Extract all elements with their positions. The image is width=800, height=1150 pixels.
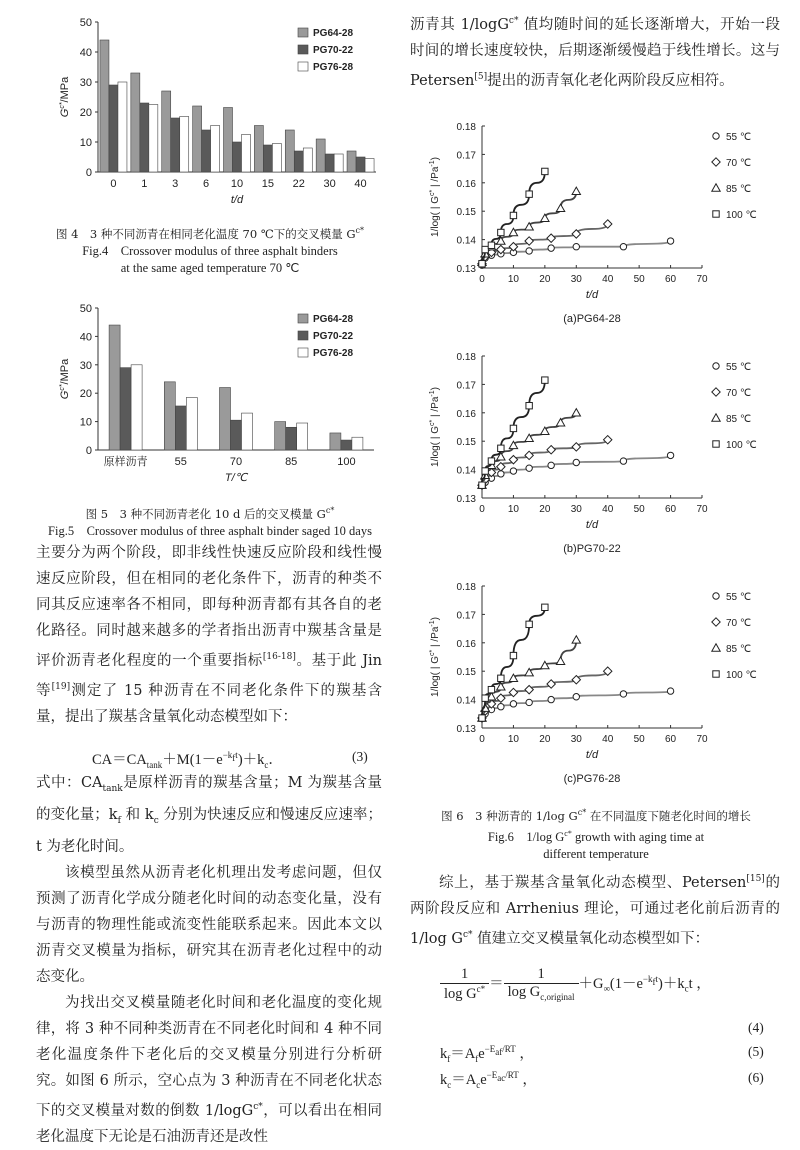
- x-tick-label: 3: [172, 178, 179, 190]
- marker-circle: [573, 244, 579, 250]
- y-tick-label: 0.15: [456, 207, 476, 219]
- y-tick-label: 10: [79, 137, 92, 149]
- y-tick-label: 0.14: [456, 695, 476, 707]
- bar-pg76-28: [242, 413, 253, 450]
- marker-diamond: [712, 618, 720, 626]
- legend-label: 100 ℃: [726, 210, 757, 221]
- bar-pg76-28: [211, 126, 220, 173]
- marker-square: [526, 403, 532, 409]
- marker-triangle: [712, 644, 720, 651]
- legend-label: 100 ℃: [726, 670, 757, 681]
- marker-square: [498, 675, 504, 681]
- marker-square: [526, 621, 532, 627]
- marker-circle: [573, 694, 579, 700]
- x-tick-label: 85: [285, 456, 298, 468]
- y-tick-label: 0.13: [456, 264, 476, 275]
- bar-pg70-22: [325, 154, 334, 172]
- y-tick-label: 40: [79, 47, 92, 59]
- y-axis-label: 1/log( | $G^{c*}$ | $/Pa^{-1}$): [429, 387, 441, 467]
- marker-square: [498, 445, 504, 451]
- y-tick-label: 0.15: [456, 437, 476, 449]
- bar-pg76-28: [365, 159, 374, 173]
- x-tick-label: 10: [507, 734, 519, 745]
- marker-circle: [620, 458, 626, 464]
- figure-6-caption-en-2: different temperature: [543, 846, 649, 861]
- marker-diamond: [547, 234, 555, 242]
- legend-label: PG64-28: [313, 314, 354, 325]
- marker-square: [482, 695, 488, 701]
- bar-pg76-28: [242, 135, 251, 173]
- paragraph-right-1: 综上，基于羰基含量氧化动态模型、Petersen[15]的两阶段反应和 Arrhenius 理论，可通过老化前后沥青的 1/log $G^{c*}$ 值建立交叉模量氧化动态模型如下：: [410, 874, 780, 947]
- x-tick-label: 6: [203, 178, 210, 190]
- equation-4-number: (4): [748, 1020, 764, 1035]
- x-tick-label: 10: [230, 178, 244, 190]
- fit-line-triangle: [482, 640, 576, 718]
- marker-circle: [713, 133, 719, 139]
- bar-pg70-22: [120, 368, 131, 450]
- y-tick-label: 30: [79, 77, 92, 89]
- x-tick-label: 1: [141, 178, 148, 190]
- marker-triangle: [556, 419, 564, 426]
- paragraph-1: 主要分为两个阶段，即非线性快速反应阶段和线性慢速反应阶段，但在相同的老化条件下，沥青的种类不同其反应速率各不相同，即每种沥青都有其各自的老化路径。同时越来越多的学者指出沥青中羰基含量是评价沥青老化程度的一个重要指标[16-18]。基于此 Jin 等[19]测定了 15 种沥青在不同老化条件下的羰基含量，提出了羰基含量氧化动态模型如下：: [36, 545, 383, 725]
- legend-swatch: [298, 62, 308, 71]
- y-tick-label: 30: [79, 359, 92, 372]
- marker-square: [510, 425, 516, 431]
- legend-label: PG64-28: [313, 28, 354, 39]
- marker-circle: [620, 244, 626, 250]
- bar-pg64-28: [193, 106, 202, 172]
- marker-circle: [573, 459, 579, 465]
- marker-circle: [526, 465, 532, 471]
- legend-label: PG76-28: [313, 348, 354, 359]
- legend-swatch: [298, 28, 308, 37]
- bar-pg70-22: [294, 151, 303, 172]
- marker-circle: [548, 462, 554, 468]
- marker-square: [498, 229, 504, 235]
- y-axis-label: 1/log( | $G^{c*}$ | $/Pa^{-1}$): [429, 617, 441, 697]
- equation-3: $CA=CA_{tank}+M(1-e^{-kft})+k_c$．: [92, 750, 283, 770]
- x-axis-label: t/d: [585, 289, 599, 301]
- marker-triangle: [556, 204, 564, 211]
- y-axis-label: $G^{c*}$/MPa: [59, 76, 71, 118]
- marker-square: [479, 715, 485, 721]
- bar-pg76-28: [303, 148, 312, 172]
- y-tick-label: 0: [85, 167, 92, 179]
- figure-5-caption-cn: 图 5 3 种不同沥青老化 10 d 后的交叉模量 $G^{c*}$: [85, 506, 335, 521]
- figure-6b-chart: [410, 342, 780, 567]
- marker-square: [510, 212, 516, 218]
- y-tick-label: 0.13: [456, 494, 476, 505]
- x-tick-label: 0: [110, 178, 117, 190]
- legend-label: 55 ℃: [726, 132, 752, 143]
- marker-circle: [620, 691, 626, 697]
- x-tick-label: 30: [570, 734, 582, 745]
- bar-pg64-28: [220, 388, 231, 450]
- marker-square: [488, 458, 494, 464]
- bar-pg70-22: [231, 420, 242, 450]
- figure-4-caption: [36, 222, 384, 277]
- equation-5: $k_f=A_fe^{-Eaf/RT}$ ，: [440, 1044, 534, 1064]
- bar-pg70-22: [202, 130, 211, 172]
- bar-pg70-22: [286, 427, 297, 450]
- marker-circle: [713, 593, 719, 599]
- marker-circle: [510, 468, 516, 474]
- subcaption: (a)PG64-28: [563, 313, 621, 325]
- marker-diamond: [712, 388, 720, 396]
- x-tick-label: 20: [539, 504, 551, 515]
- y-tick-label: 20: [79, 107, 92, 119]
- marker-triangle: [541, 214, 549, 221]
- bar-pg64-28: [100, 40, 109, 172]
- bar-pg70-22: [140, 103, 149, 172]
- legend-swatch: [298, 331, 308, 340]
- marker-square: [479, 261, 485, 267]
- marker-circle: [498, 704, 504, 710]
- bar-pg64-28: [164, 382, 175, 450]
- figure-4-caption-en-2: at the same aged temperature 70 ℃: [120, 260, 300, 275]
- legend-label: 85 ℃: [726, 184, 752, 195]
- bar-pg76-28: [297, 423, 308, 450]
- figure-6c: [410, 572, 780, 797]
- x-tick-label: 0: [479, 734, 485, 745]
- x-tick-label: 30: [570, 504, 582, 515]
- marker-square: [713, 671, 719, 677]
- bar-pg64-28: [224, 108, 233, 173]
- bar-pg76-28: [149, 105, 158, 173]
- marker-square: [713, 211, 719, 217]
- x-tick-label: 50: [633, 274, 645, 285]
- x-tick-label: 20: [539, 274, 551, 285]
- paragraph-2: 式中：$CA_{tank}$是原样沥青的羰基含量；M 为羰基含量的变化量；$k_f$ 和 $k_c$ 分别为快速反应和慢速反应速率；t 为老化时间。: [36, 775, 382, 855]
- legend-label: PG70-22: [313, 331, 354, 342]
- figure-4: [36, 8, 386, 218]
- legend-label: PG70-22: [313, 45, 354, 56]
- subcaption: (c)PG76-28: [563, 773, 621, 785]
- x-tick-label: 原样沥青: [103, 456, 148, 468]
- legend-label: 85 ℃: [726, 414, 752, 425]
- marker-square: [479, 482, 485, 488]
- marker-triangle: [541, 661, 549, 668]
- bar-pg76-28: [186, 397, 197, 450]
- marker-circle: [548, 245, 554, 251]
- right-body-text: [410, 866, 780, 952]
- paragraph-3: 该模型虽然从沥青老化机理出发考虑问题，但仅预测了沥青化学成分随老化时间的动态变化量，没有与沥青的物理性能或流变性能联系起来。因此本文以沥青交叉模量为指标，研究其在沥青老化过程中的动态变化。: [36, 864, 382, 985]
- figure-5-chart: [36, 298, 386, 498]
- x-tick-label: 10: [507, 504, 519, 515]
- figure-6-caption-en-1: Fig.6 1/log $G^{c*}$ growth with aging time at: [487, 828, 705, 844]
- bar-pg70-22: [233, 142, 242, 172]
- x-tick-label: 70: [229, 456, 243, 468]
- x-tick-label: 0: [479, 504, 485, 515]
- bar-pg64-28: [162, 91, 171, 172]
- x-axis-label: t/d: [585, 519, 599, 531]
- x-tick-label: 22: [292, 178, 305, 190]
- x-tick-label: 70: [696, 274, 708, 285]
- figure-5: [36, 298, 386, 498]
- bar-pg76-28: [352, 437, 363, 450]
- y-tick-label: 0.18: [456, 582, 476, 593]
- bar-pg76-28: [334, 154, 343, 172]
- y-tick-label: 0: [85, 445, 92, 457]
- bar-pg76-28: [180, 117, 189, 173]
- figure-4-caption-en-1: Fig.4 Crossover modulus of three asphalt binders: [82, 243, 338, 258]
- bar-pg64-28: [275, 422, 286, 450]
- x-tick-label: 40: [602, 274, 614, 285]
- legend-label: PG76-28: [313, 62, 354, 73]
- gstar-sup: c*: [355, 226, 365, 235]
- y-tick-label: 0.14: [456, 235, 476, 247]
- x-tick-label: 60: [665, 734, 677, 745]
- legend-label: 100 ℃: [726, 440, 757, 451]
- marker-circle: [667, 452, 673, 458]
- marker-circle: [667, 238, 673, 244]
- marker-circle: [526, 248, 532, 254]
- y-tick-label: 0.16: [456, 178, 476, 190]
- figure-4-caption-cn: 图 4 3 种不同沥青在相同老化温度 70 ℃下的交叉模量 $G^{c*}$: [55, 226, 365, 241]
- marker-circle: [667, 688, 673, 694]
- marker-square: [488, 686, 494, 692]
- legend-label: 55 ℃: [726, 592, 752, 603]
- bar-pg64-28: [316, 139, 325, 172]
- marker-square: [526, 191, 532, 197]
- marker-square: [542, 168, 548, 174]
- y-tick-label: 20: [79, 388, 92, 401]
- figure-6a-chart: [410, 112, 780, 337]
- paragraph-4: 为找出交叉模量随老化时间和老化温度的变化规律，将 3 种不同种类沥青在不同老化时间和 4 种不同老化温度条件下老化后的交叉模量分别进行分析研究。如图 6 所示，空心点为 3 种沥青在不同老化状态下的交叉模量对数的倒数 1/logG$^{c*}$，可以看出在相同老化温度下无论是石油沥青还是改性: [36, 994, 383, 1145]
- y-axis-label: $G^{c*}$/MPa: [59, 358, 71, 400]
- x-tick-label: 40: [602, 504, 614, 515]
- y-axis-label: 1/log( | $G^{c*}$ | $/Pa^{-1}$): [429, 157, 441, 237]
- x-tick-label: 20: [539, 734, 551, 745]
- legend-swatch: [298, 45, 308, 54]
- x-axis-label: T/℃: [224, 472, 248, 484]
- y-tick-label: 40: [79, 331, 92, 344]
- equation-6: $k_c=A_ce^{-Eac/RT}$ ，: [440, 1070, 537, 1090]
- gstar-sup: c*: [325, 506, 335, 515]
- bar-pg76-28: [131, 365, 142, 450]
- figure-6a: [410, 112, 780, 337]
- bar-pg76-28: [272, 144, 281, 173]
- x-axis-label: t/d: [585, 749, 599, 761]
- figure-5-caption: [36, 502, 384, 540]
- bar-pg70-22: [356, 157, 365, 172]
- legend-label: 55 ℃: [726, 362, 752, 373]
- y-tick-label: 0.15: [456, 667, 476, 679]
- bar-pg64-28: [285, 130, 294, 172]
- x-tick-label: 40: [602, 734, 614, 745]
- x-tick-label: 60: [665, 504, 677, 515]
- paragraph-right-top: 沥青其 1/logG$^{c*}$ 值均随时间的延长逐渐增大，开始一段时间的增长速度较快，后期逐渐缓慢趋于线性增长。这与 Petersen[5]提出的沥青氧化老化两阶段反应相符。: [410, 16, 781, 89]
- x-tick-label: 55: [174, 456, 187, 468]
- equation-5-number: (5): [748, 1044, 764, 1059]
- bar-pg76-28: [118, 82, 127, 172]
- marker-square: [510, 652, 516, 658]
- bar-pg70-22: [175, 406, 186, 450]
- bar-pg64-28: [330, 433, 341, 450]
- bar-pg64-28: [347, 151, 356, 172]
- marker-square: [713, 441, 719, 447]
- marker-triangle: [572, 636, 580, 643]
- marker-circle: [713, 363, 719, 369]
- figure-6c-chart: [410, 572, 780, 797]
- y-tick-label: 50: [79, 303, 92, 315]
- x-tick-label: 10: [507, 274, 519, 285]
- x-tick-label: 50: [633, 734, 645, 745]
- figure-6-caption: [410, 804, 782, 863]
- legend-label: 70 ℃: [726, 618, 752, 629]
- subcaption: (b)PG70-22: [563, 543, 621, 555]
- x-tick-label: 0: [479, 274, 485, 285]
- marker-diamond: [712, 158, 720, 166]
- x-tick-label: 60: [665, 274, 677, 285]
- x-tick-label: 70: [696, 504, 708, 515]
- y-tick-label: 0.17: [456, 150, 476, 162]
- x-tick-label: 100: [337, 456, 356, 468]
- y-tick-label: 0.14: [456, 465, 476, 477]
- y-tick-label: 0.17: [456, 380, 476, 392]
- left-body-text-2: [36, 770, 382, 1150]
- y-tick-label: 0.16: [456, 408, 476, 420]
- bar-pg64-28: [131, 73, 140, 172]
- left-body-text: [36, 540, 382, 730]
- x-tick-label: 15: [261, 178, 275, 190]
- marker-square: [542, 604, 548, 610]
- y-tick-label: 0.16: [456, 638, 476, 650]
- marker-circle: [548, 696, 554, 702]
- legend-label: 85 ℃: [726, 644, 752, 655]
- y-tick-label: 10: [79, 416, 92, 429]
- marker-triangle: [712, 414, 720, 421]
- y-tick-label: 0.18: [456, 352, 476, 363]
- marker-square: [542, 377, 548, 383]
- marker-triangle: [572, 409, 580, 416]
- x-tick-label: 70: [696, 734, 708, 745]
- marker-circle: [526, 699, 532, 705]
- x-tick-label: 30: [323, 178, 336, 190]
- x-axis-label: t/d: [230, 194, 244, 206]
- legend-swatch: [298, 314, 308, 323]
- figure-5-caption-en: Fig.5 Crossover modulus of three asphalt binder saged 10 days: [48, 523, 372, 538]
- y-tick-label: 50: [79, 17, 92, 29]
- marker-circle: [510, 701, 516, 707]
- bar-pg70-22: [263, 145, 272, 172]
- bar-pg64-28: [254, 126, 263, 173]
- marker-square: [482, 468, 488, 474]
- marker-triangle: [712, 184, 720, 191]
- x-tick-label: 30: [570, 274, 582, 285]
- bar-pg64-28: [109, 325, 120, 450]
- y-tick-label: 0.18: [456, 122, 476, 133]
- equation-6-number: (6): [748, 1070, 764, 1085]
- right-top-text: [410, 8, 780, 94]
- marker-square: [482, 246, 488, 252]
- legend-label: 70 ℃: [726, 388, 752, 399]
- legend-swatch: [298, 348, 308, 357]
- marker-triangle: [572, 187, 580, 194]
- x-tick-label: 50: [633, 504, 645, 515]
- figure-6-caption-cn: 图 6 3 种沥青的 1/log $G^{c*}$ 在不同温度下随老化时间的增长: [441, 808, 751, 823]
- marker-square: [488, 242, 494, 248]
- x-tick-label: 40: [354, 178, 367, 190]
- bar-pg70-22: [109, 85, 118, 172]
- figure-6b: [410, 342, 780, 567]
- y-tick-label: 0.17: [456, 610, 476, 622]
- y-tick-label: 0.13: [456, 724, 476, 735]
- bar-pg70-22: [171, 118, 180, 172]
- legend-label: 70 ℃: [726, 158, 752, 169]
- marker-triangle: [556, 657, 564, 664]
- equation-3-number: (3): [352, 749, 368, 764]
- equation-4: $\frac{1}{\log G^{c*}}$ ＝ $\frac{1}{\log G_{c,original}}$ $+G_\infty(1-e^{-kft})+k_ct$ ，: [440, 966, 711, 1003]
- bar-pg70-22: [341, 440, 352, 450]
- figure-4-chart: [36, 8, 386, 218]
